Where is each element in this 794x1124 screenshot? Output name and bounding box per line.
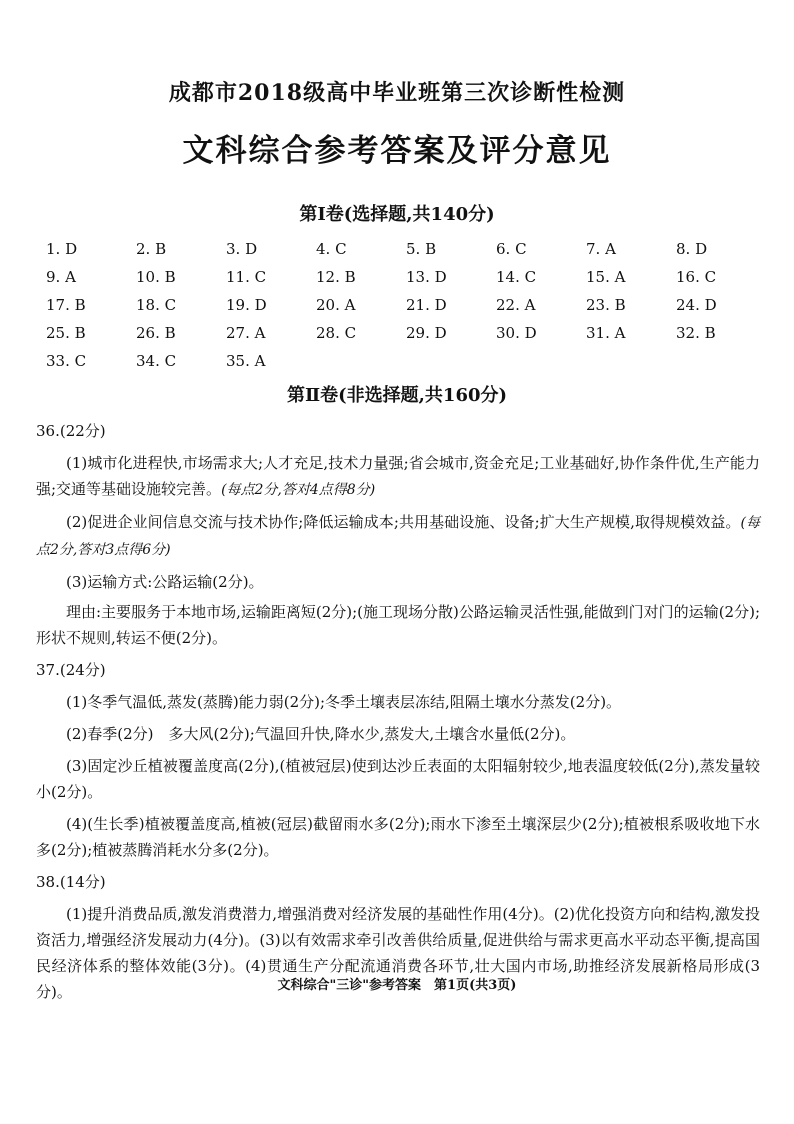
question-36-heading: 36.(22分) <box>36 422 106 440</box>
non-choice-answers <box>36 418 760 1011</box>
mcq-answer: 18. C <box>136 296 177 314</box>
mcq-answer: 14. C <box>496 268 537 286</box>
mcq-answer: 24. D <box>676 296 717 314</box>
mcq-answer: 17. B <box>46 296 86 314</box>
question-36-part-1 <box>36 450 760 503</box>
mcq-answer: 34. C <box>136 352 177 370</box>
question-36-part-2 <box>36 509 760 563</box>
mcq-answer: 27. A <box>226 324 266 342</box>
document-title: 文科综合参考答案及评分意见 <box>182 133 612 169</box>
mcq-answer: 26. B <box>136 324 176 342</box>
mcq-answer: 8. D <box>676 240 708 258</box>
mcq-answer: 10. B <box>136 268 176 286</box>
mcq-answer: 22. A <box>496 296 536 314</box>
scoring-note: (每点2分,答对4点得8分) <box>221 482 376 498</box>
mcq-answer: 1. D <box>46 240 78 258</box>
mcq-answer: 33. C <box>46 352 87 370</box>
mcq-answer: 3. D <box>226 240 258 258</box>
mcq-answer: 20. A <box>316 296 356 314</box>
question-36-part-3-reason: 理由:主要服务于本地市场,运输距离短(2分);(施工现场分散)公路运输灵活性强,能做到门对门的运输(2分);形状不规则,转运不便(2分)。 <box>36 603 760 647</box>
mcq-answer: 35. A <box>226 352 266 370</box>
question-37-part-4: (4)(生长季)植被覆盖度高,植被(冠层)截留雨水多(2分);雨水下渗至土壤深层少(2分);植被根系吸收地下水多(2分);植被蒸腾消耗水分多(2分)。 <box>36 815 760 859</box>
question-37-part-2: (2)春季(2分) 多大风(2分);气温回升快,降水少,蒸发大,土壤含水量低(2分)。 <box>66 725 576 743</box>
section-2-heading: 第Ⅱ卷(非选择题,共160分) <box>286 385 508 406</box>
mcq-answer: 12. B <box>316 268 356 286</box>
mcq-answer: 28. C <box>316 324 357 342</box>
mcq-answer: 6. C <box>496 240 527 258</box>
question-37-part-1: (1)冬季气温低,蒸发(蒸腾)能力弱(2分);冬季土壤表层冻结,阻隔土壤水分蒸发(2分)。 <box>66 693 622 711</box>
mcq-answer: 29. D <box>406 324 447 342</box>
question-37-part-3: (3)固定沙丘植被覆盖度高(2分),(植被冠层)使到达沙丘表面的太阳辐射较少,地表温度较低(2分),蒸发量较小(2分)。 <box>36 757 760 801</box>
mcq-answer: 15. A <box>586 268 626 286</box>
mcq-answer: 30. D <box>496 324 537 342</box>
question-38-heading: 38.(14分) <box>36 873 106 891</box>
mcq-answer: 21. D <box>406 296 447 314</box>
mcq-answer: 32. B <box>676 324 716 342</box>
mcq-answer: 13. D <box>406 268 447 286</box>
answer-text: (2)促进企业间信息交流与技术协作;降低运输成本;共用基础设施、设备;扩大生产规模,取得规模效益。 <box>66 513 741 531</box>
mcq-answer: 25. B <box>46 324 86 342</box>
question-36-part-3: (3)运输方式:公路运输(2分)。 <box>66 573 264 591</box>
page-footer: 文科综合"三诊"参考答案 第1页(共3页) <box>277 978 517 993</box>
mcq-answer: 16. C <box>676 268 717 286</box>
mcq-answer: 2. B <box>136 240 167 258</box>
mcq-answer: 7. A <box>586 240 616 258</box>
mcq-answer: 23. B <box>586 296 626 314</box>
question-38-answer: (1)提升消费品质,激发消费潜力,增强消费对经济发展的基础性作用(4分)。(2)优化投资方向和结构,激发投资活力,增强经济发展动力(4分)。(3)以有效需求牵引改善供给质量,促进供给与需求更高水平动态平衡,提高国民经济体系的整体效能(3分)。(4)贯通生产分配流通消费各环节,壮大国内市场,助推经济发展新格局形成(3分)。 <box>36 905 760 1001</box>
mcq-answer: 5. B <box>406 240 437 258</box>
mcq-answer: 19. D <box>226 296 267 314</box>
mcq-answer: 31. A <box>586 324 626 342</box>
mcq-answer: 9. A <box>46 268 76 286</box>
section-1-heading: 第Ⅰ卷(选择题,共140分) <box>299 204 495 225</box>
exam-title: 成都市2018级高中毕业班第三次诊断性检测 <box>168 80 626 106</box>
mcq-answer: 11. C <box>226 268 267 286</box>
answer-text: (1)城市化进程快,市场需求大;人才充足,技术力量强;省会城市,资金充足;工业基础好,协作条件优,生产能力强;交通等基础设施较完善。 <box>36 454 760 498</box>
mcq-answer: 4. C <box>316 240 347 258</box>
question-37-heading: 37.(24分) <box>36 661 106 679</box>
scoring-note: (每点2分,答对3点得6分) <box>36 515 761 558</box>
